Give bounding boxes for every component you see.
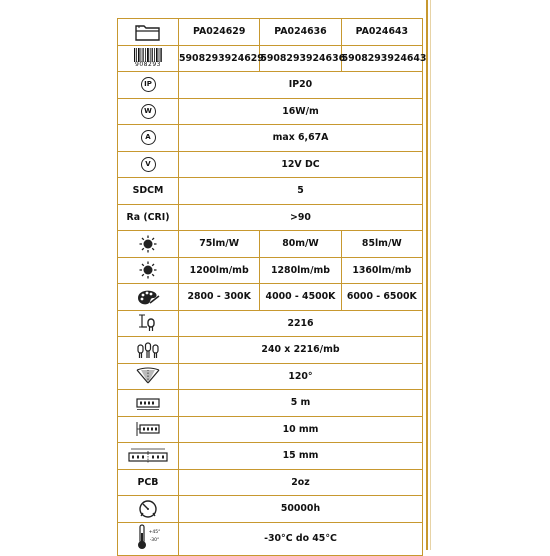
page-edge-stripe-light [430,0,431,550]
efficacy-icon [138,235,158,253]
page-edge-stripe [426,0,428,550]
led-type-icon [138,313,158,333]
led-type-value: 2216 [179,310,423,337]
thermometer-max-mark: +45° [148,530,161,535]
ip-rating: IP20 [179,72,423,99]
table-row [118,178,423,205]
table-row [118,125,423,152]
sdcm-value: 5 [179,178,423,205]
product-code: PA024643 [341,19,422,46]
lumen-icon [138,261,158,279]
color-temp-value: 4000 - 4500K [260,284,341,311]
voltage-value: 12V DC [179,151,423,178]
table-row [118,151,423,178]
table-row [118,390,423,417]
cut-length-icon [128,447,168,465]
sdcm-label: SDCM [118,178,179,205]
led-count-value: 240 x 2216/mb [179,337,423,364]
beam-angle-value: 120° [179,363,423,390]
spec-table [117,18,427,556]
volt-icon: V [141,157,156,172]
lumen-value: 1360lm/mb [341,257,422,284]
thermometer-icon [136,524,148,550]
efficacy-value: 75lm/W [179,231,260,258]
watt-icon: W [141,104,156,119]
table-row [118,443,423,470]
table-row [118,522,423,555]
table-row [118,257,423,284]
table-row [118,72,423,99]
ean-code: 5908293924636 [260,45,341,72]
table-row [118,45,423,72]
barcode-icon [118,45,179,72]
led-count-icon [136,340,160,360]
cut-length-value: 15 mm [179,443,423,470]
efficacy-value: 80m/W [260,231,341,258]
ampere-icon: A [141,130,156,145]
color-temp-value: 6000 - 6500K [341,284,422,311]
length-value: 5 m [179,390,423,417]
ean-code: 5908293924629 [179,45,260,72]
color-palette-icon [136,288,160,306]
thermometer-min-mark: -30° [149,538,160,543]
table-row [118,19,423,46]
width-value: 10 mm [179,416,423,443]
length-icon [136,395,160,411]
ean-code: 5908293924643 [341,45,422,72]
table-row [118,416,423,443]
lifetime-value: 50000h [179,496,423,523]
table-row [118,231,423,258]
color-temp-value: 2800 - 300K [179,284,260,311]
table-row [118,363,423,390]
pcb-value: 2oz [179,469,423,496]
barcode-digits: 908293 [135,60,161,68]
lifetime-icon [138,499,158,519]
current-value: max 6,67A [179,125,423,152]
power-value: 16W/m [179,98,423,125]
pcb-label: PCB [118,469,179,496]
lumen-value: 1280lm/mb [260,257,341,284]
table-row [118,204,423,231]
table-row [118,98,423,125]
width-icon [136,420,160,438]
table-row [118,337,423,364]
table-row [118,496,423,523]
ip-icon: IP [141,77,156,92]
efficacy-value: 85lm/W [341,231,422,258]
product-code: PA024636 [260,19,341,46]
table-row [118,284,423,311]
cri-value: >90 [179,204,423,231]
beam-angle-icon [135,367,161,385]
lumen-value: 1200lm/mb [179,257,260,284]
temperature-range-value: -30°C do 45°C [179,522,423,555]
folder-icon [118,19,179,46]
cri-label: Ra (CRI) [118,204,179,231]
table-row [118,469,423,496]
table-row [118,310,423,337]
product-code: PA024629 [179,19,260,46]
